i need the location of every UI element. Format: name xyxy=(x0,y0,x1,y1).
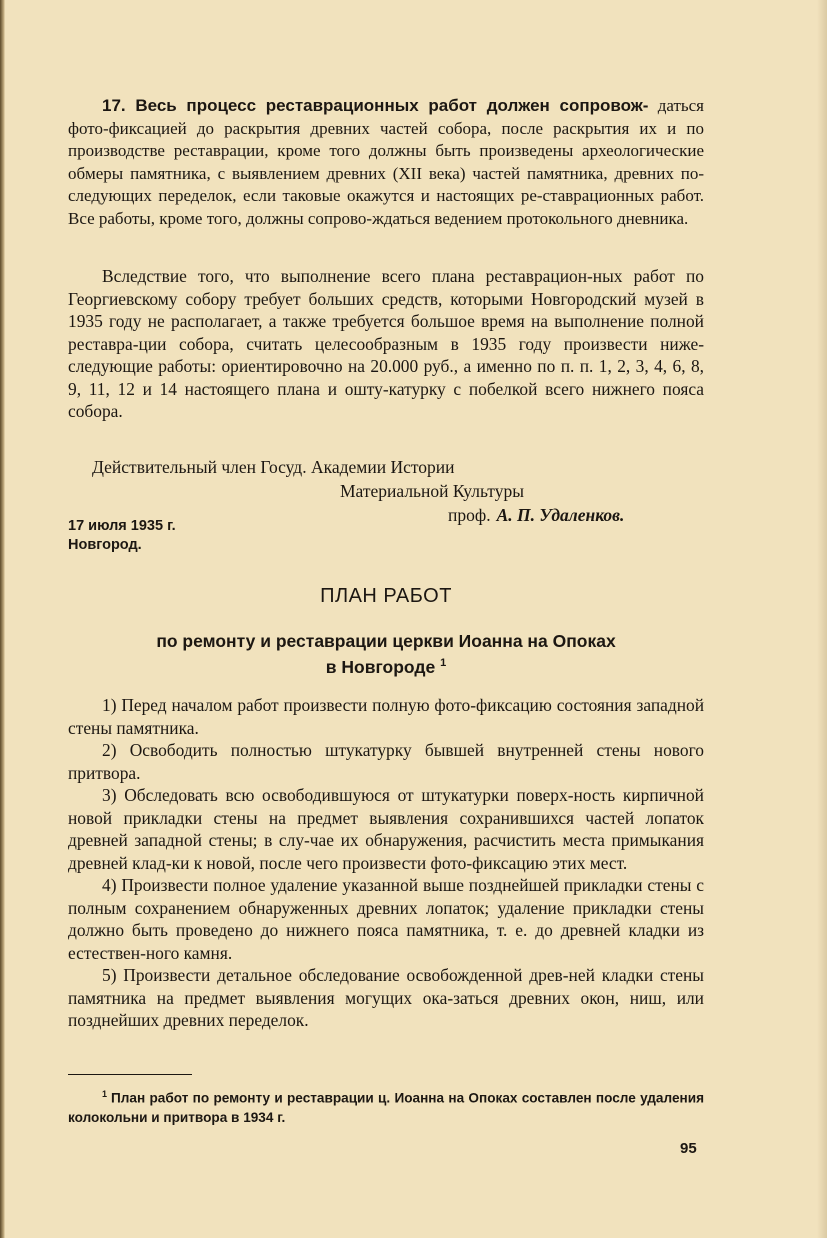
footnote-mark: 1 xyxy=(102,1089,108,1099)
plan-item: 3) Обследовать всю освободившуюся от штукатурки поверх-ность кирпичной новой прикладки стены на предмет выявления сохранившихся частей лопаток древней западной стены; в слу-чае их обнаружения, расчистить места примыкания древней клад-ки к новой, после чего произвести фото-фиксацию этих мест. xyxy=(68,785,704,873)
paragraph-consequently xyxy=(68,265,704,423)
page-number: 95 xyxy=(680,1140,697,1157)
plan-item: 1) Перед началом работ произвести полную фото-фиксацию состояния западной стены памятника. xyxy=(68,695,704,738)
signature-name: А. П. Удаленков. xyxy=(496,505,625,525)
footnote-text: План работ по ремонту и реставрации ц. Иоанна на Опоках составлен после удаления колокольни и притвора в 1934 г. xyxy=(68,1090,704,1125)
paragraph-17-lead: 17. Весь процесс реставрационных работ должен сопровож- xyxy=(102,96,649,115)
document-place: Новгород. xyxy=(68,537,142,553)
plan-item: 4) Произвести полное удаление указанной выше позднейшей прикладки стены с полным сохранением обнаруженных древних лопаток; удаление прикладки стены должно быть проведено до нижнего пояса памятника, т. е. до древней кладки из естествен-ного камня. xyxy=(68,875,704,963)
signature-line-2: Материальной Культуры xyxy=(340,481,524,501)
footnote-reference: 1 xyxy=(440,657,447,669)
footnote-divider xyxy=(68,1074,192,1075)
page-outer-shade xyxy=(817,0,827,1238)
signature-line-1: Действительный член Госуд. Академии Истории xyxy=(92,457,455,477)
plan-subtitle-line-1: по ремонту и реставрации церкви Иоанна на Опоках xyxy=(156,631,616,651)
plan-subtitle-line-2: в Новгороде $^1$ xyxy=(325,656,447,677)
plan-items-list xyxy=(68,694,704,1032)
plan-subtitle xyxy=(68,630,704,678)
plan-title: ПЛАН РАБОТ xyxy=(320,585,452,607)
paragraph-17 xyxy=(68,95,704,230)
paragraph-17-text: даться фото-фиксацией до раскрытия древних частей собора, после раскрытия их и по производстве реставрации, кроме того должны быть произведены археологические обмеры памятника, с выявлением древних (XII века) частей памятника, древних по-следующих переделок, если таковые окажутся и настоящих ре-ставрационных работ. Все работы, кроме того, должны сопрово-ждаться ведением протокольного дневника. xyxy=(68,96,704,228)
footnote xyxy=(68,1085,704,1127)
paragraph-consequently-text: Вследствие того, что выполнение всего плана реставрацион-ных работ по Георгиевскому собору требует больших средств, которыми Новгородский музей в 1935 году не располагает, а также требуется большое время на выполнение полной реставра-ции собора, считать целесообразным в 1935 году произвести ниже-следующие работы: ориентировочно на 20.000 руб., а именно по п. п. 1, 2, 3, 4, 6, 8, 9, 11, 12 и 14 настоящего плана и ошту-катурку с побелкой всего нижнего пояса собора. xyxy=(68,266,704,421)
plan-item: 5) Произвести детальное обследование освобожденной древ-ней кладки стены памятника на предмет выявления могущих ока-заться древних окон, ниш, или позднейших древних переделок. xyxy=(68,965,704,1030)
signature-title: проф. xyxy=(448,505,491,525)
plan-item: 2) Освободить полностью штукатурку бывшей внутренней стены нового притвора. xyxy=(68,740,704,783)
document-date: 17 июля 1935 г. xyxy=(68,518,176,534)
page-binding-edge xyxy=(0,0,5,1238)
date-place-block xyxy=(68,517,704,555)
